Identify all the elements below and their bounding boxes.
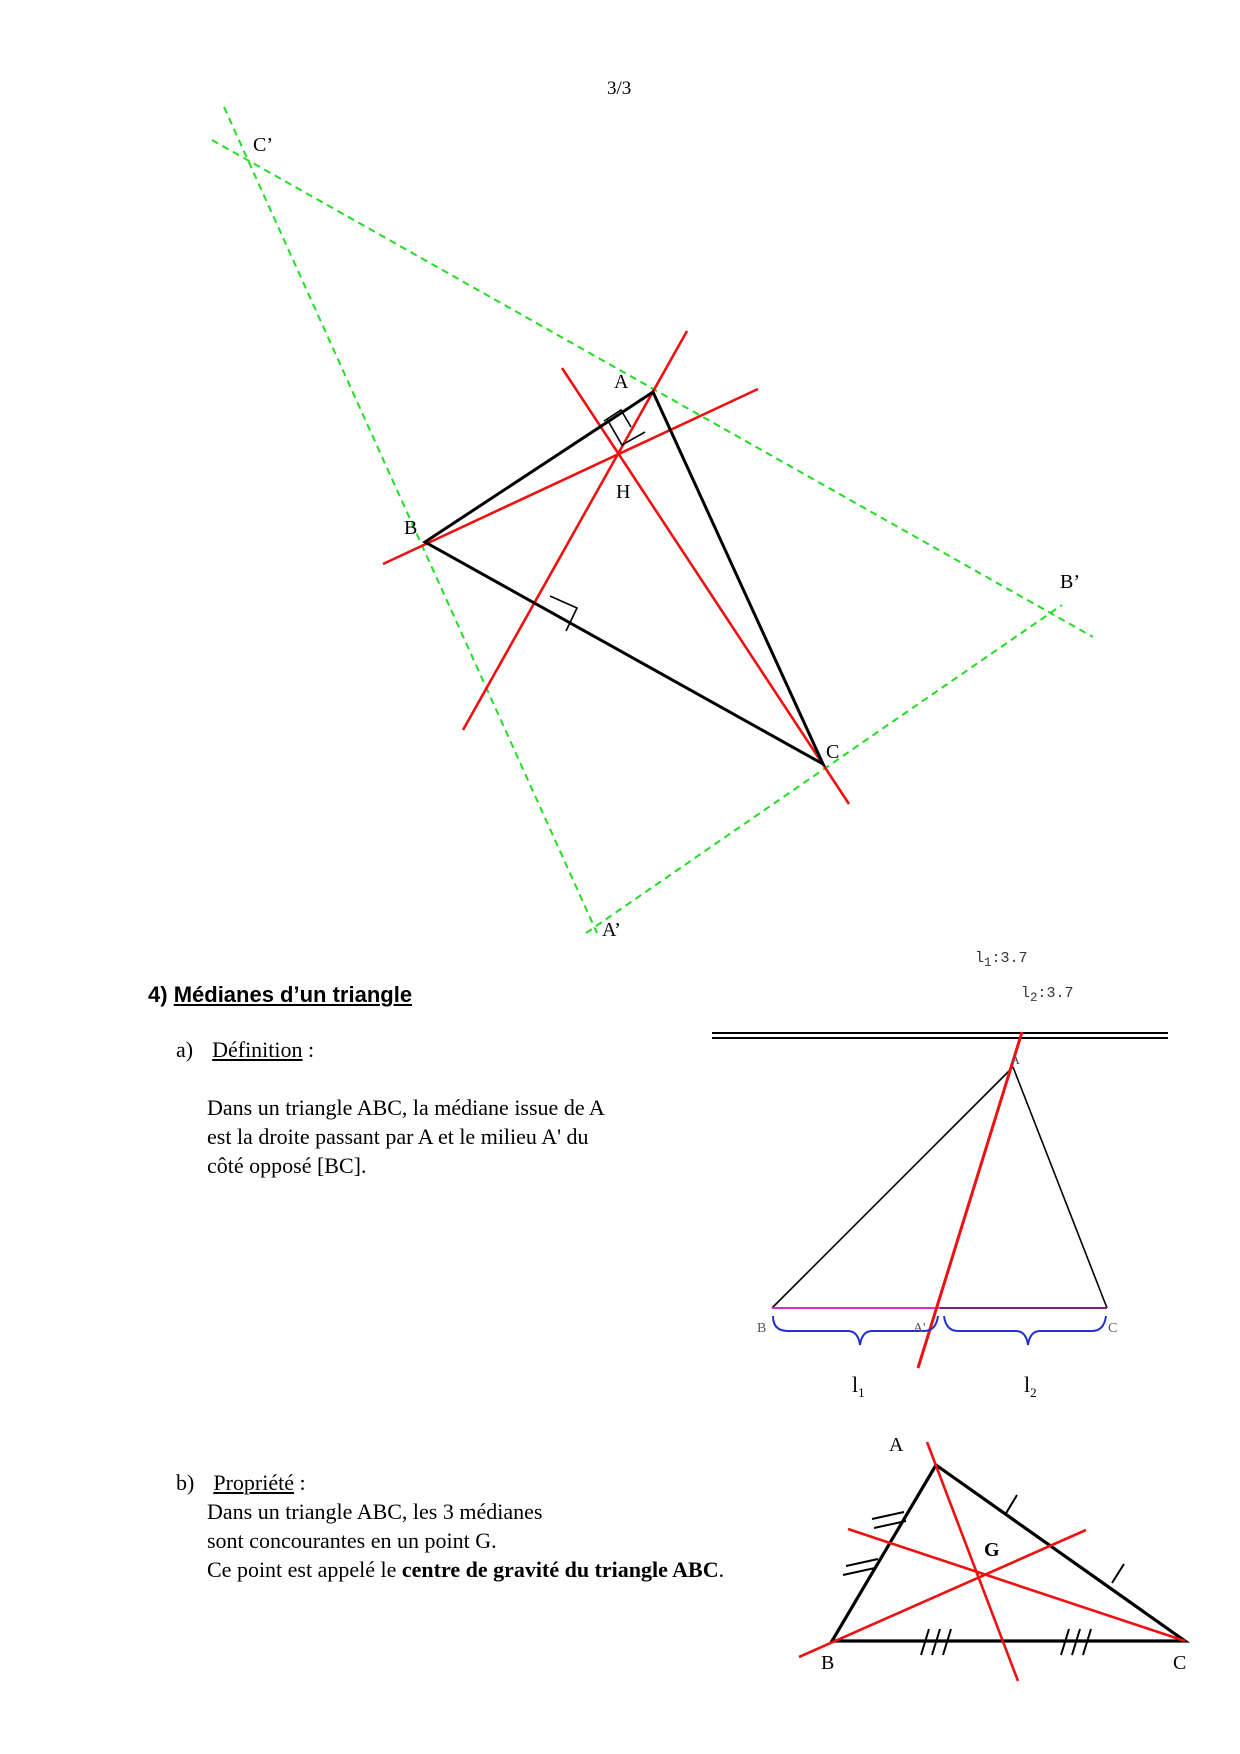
brace-label-l2: $l_2$	[1024, 1372, 1037, 1400]
median-from-c	[848, 1529, 1185, 1641]
property-line-3-prefix: Ce point est appelé le	[207, 1557, 402, 1582]
median-from-a	[918, 1032, 1022, 1368]
measure-l2-sub: 2	[1030, 991, 1038, 1005]
definition-heading-suffix: :	[302, 1037, 315, 1062]
property-heading-suffix: :	[293, 1470, 306, 1495]
label-a: A	[889, 1434, 904, 1456]
measure-l1-name: l	[975, 950, 985, 967]
section-title-text: 4) Médianes d’un triangle	[148, 982, 413, 1007]
centroid-term: centre de gravité du triangle ABC	[401, 1557, 719, 1582]
label-a: A	[1010, 1053, 1021, 1068]
section-title	[148, 982, 412, 1008]
median-from-a	[927, 1442, 1018, 1681]
label-b-prime: B’	[1060, 571, 1080, 593]
brace-l2	[944, 1316, 1106, 1345]
definition-marker: a)	[176, 1037, 194, 1062]
label-a-prime: A'	[913, 1321, 926, 1336]
measure-l1	[975, 950, 1028, 970]
definition-body	[207, 1093, 605, 1180]
red-altitudes	[383, 331, 849, 804]
label-b: B	[404, 517, 418, 539]
triangle-abc	[832, 1465, 1185, 1641]
triangle-abc	[425, 392, 823, 764]
property-heading	[176, 1468, 306, 1497]
measure-l1-value: :3.7	[991, 950, 1028, 967]
property-heading-text: Propriété	[213, 1470, 294, 1495]
property-line-2: sont concourantes en un point G.	[207, 1528, 497, 1553]
brace-label-l1: $l_1$	[852, 1372, 865, 1400]
property-line-3-suffix: .	[718, 1557, 725, 1582]
measure-l2-value: :3.7	[1037, 985, 1074, 1002]
line-c-prime-b-prime	[212, 140, 1093, 637]
label-g: G	[984, 1539, 1000, 1561]
property-marker: b)	[176, 1470, 195, 1495]
label-c-prime: C’	[253, 134, 273, 156]
label-c: C	[826, 741, 840, 763]
property-body	[207, 1497, 724, 1584]
definition-heading	[176, 1035, 314, 1064]
label-b: B	[821, 1652, 835, 1674]
right-angle-marks	[550, 410, 645, 631]
definition-line-3: côté opposé [BC].	[207, 1153, 367, 1178]
definition-heading-text: Définition	[212, 1037, 303, 1062]
page-number: 3/3	[607, 78, 632, 99]
measure-l1-sub: 1	[984, 956, 992, 970]
side-ab	[772, 1067, 1013, 1308]
property-line-3	[207, 1555, 724, 1584]
right-angle-mark-ab	[604, 410, 631, 427]
label-b: B	[757, 1321, 767, 1336]
measure-l2-name: l	[1021, 985, 1031, 1002]
label-a-prime: A’	[602, 919, 621, 941]
median-figure	[700, 1010, 1180, 1410]
label-a: A	[614, 371, 629, 393]
measure-l2	[1021, 985, 1074, 1005]
line-a-prime-b-prime	[586, 605, 1062, 933]
label-c: C	[1108, 1321, 1118, 1336]
property-line-1: Dans un triangle ABC, les 3 médianes	[207, 1499, 543, 1524]
label-c: C	[1173, 1652, 1187, 1674]
medians	[799, 1442, 1185, 1681]
altitude-from-a	[562, 368, 849, 804]
side-ac	[1013, 1067, 1107, 1308]
definition-line-2: est la droite passant par A et le milieu A' du	[207, 1124, 589, 1149]
green-dashed-lines	[212, 107, 1093, 933]
definition-line-1: Dans un triangle ABC, la médiane issue de A	[207, 1095, 605, 1120]
label-h: H	[616, 481, 631, 503]
centroid-figure	[780, 1425, 1210, 1695]
